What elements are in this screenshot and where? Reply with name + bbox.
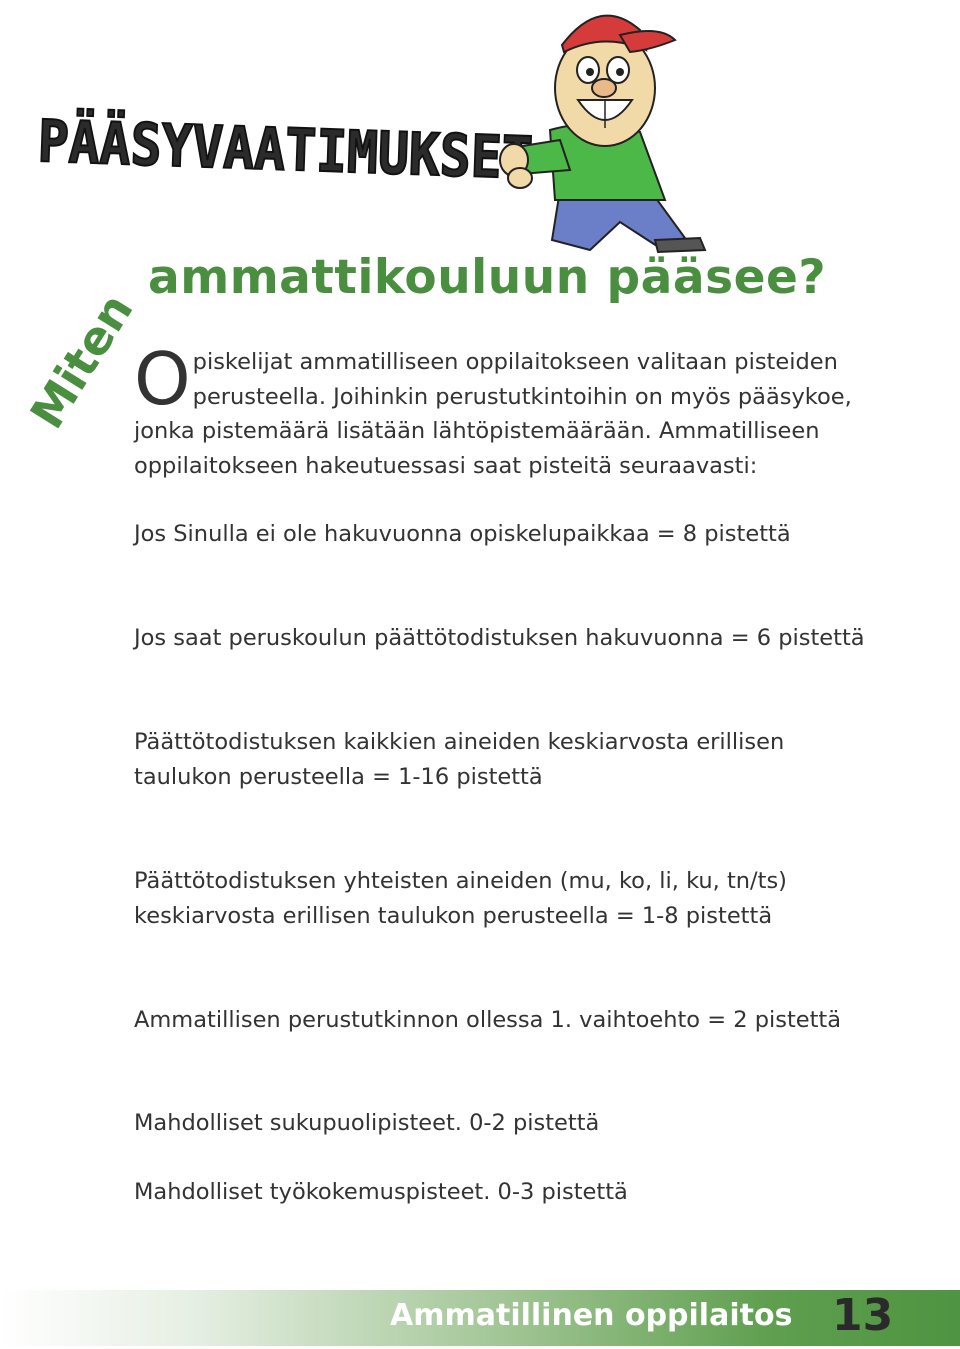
- point-item-gender-points: Mahdolliset sukupuolipisteet. 0-2 pistettä: [134, 1110, 600, 1136]
- point-item-work-experience: Mahdolliset työkokemuspisteet. 0-3 pistettä: [134, 1179, 628, 1205]
- page-title-graphic: [34, 98, 598, 195]
- point-item-all-subjects-average: Päättötodistuksen kaikkien aineiden keskiarvosta erillisen taulukon perusteella = 1-16 pistettä: [134, 729, 785, 790]
- footer-bar: [0, 1290, 960, 1346]
- point-item-common-subjects-average: Päättötodistuksen yhteisten aineiden (mu, ko, li, ku, tn/ts) keskiarvosta erillisen taulukon perusteella = 1-8 pistettä: [134, 868, 787, 929]
- dropcap: O: [134, 337, 191, 421]
- page-title: [34, 98, 598, 195]
- subtitle-main: ammattikouluun pääsee?: [148, 250, 827, 305]
- intro-paragraph: [134, 337, 854, 483]
- mascot-illustration: [500, 0, 710, 255]
- point-item-no-study-place: Jos Sinulla ei ole hakuvuonna opiskelupaikkaa = 8 pistettä: [134, 521, 791, 547]
- mascot-icon: [500, 0, 710, 255]
- subtitle-rotated-text: Miten: [19, 284, 144, 438]
- intro-text: piskelijat ammatilliseen oppilaitokseen valitaan pisteiden perusteella. Joihinkin perustutkintoihin on myös pääsykoe, jonka pistemäärä lisätään lähtöpistemäärään. Ammatilliseen oppilaitokseen hakeutuessasi saat pisteitä seuraavasti:: [134, 349, 852, 479]
- page-title-text: PÄÄSYVAATIMUKSET: [36, 107, 598, 195]
- page-number: 13: [832, 1290, 894, 1341]
- point-item-first-choice: Ammatillisen perustutkinnon ollessa 1. vaihtoehto = 2 pistettä: [134, 1007, 842, 1033]
- footer-label: Ammatillinen oppilaitos: [390, 1298, 793, 1333]
- point-item-graduation-year: Jos saat peruskoulun päättötodistuksen hakuvuonna = 6 pistettä: [134, 625, 865, 651]
